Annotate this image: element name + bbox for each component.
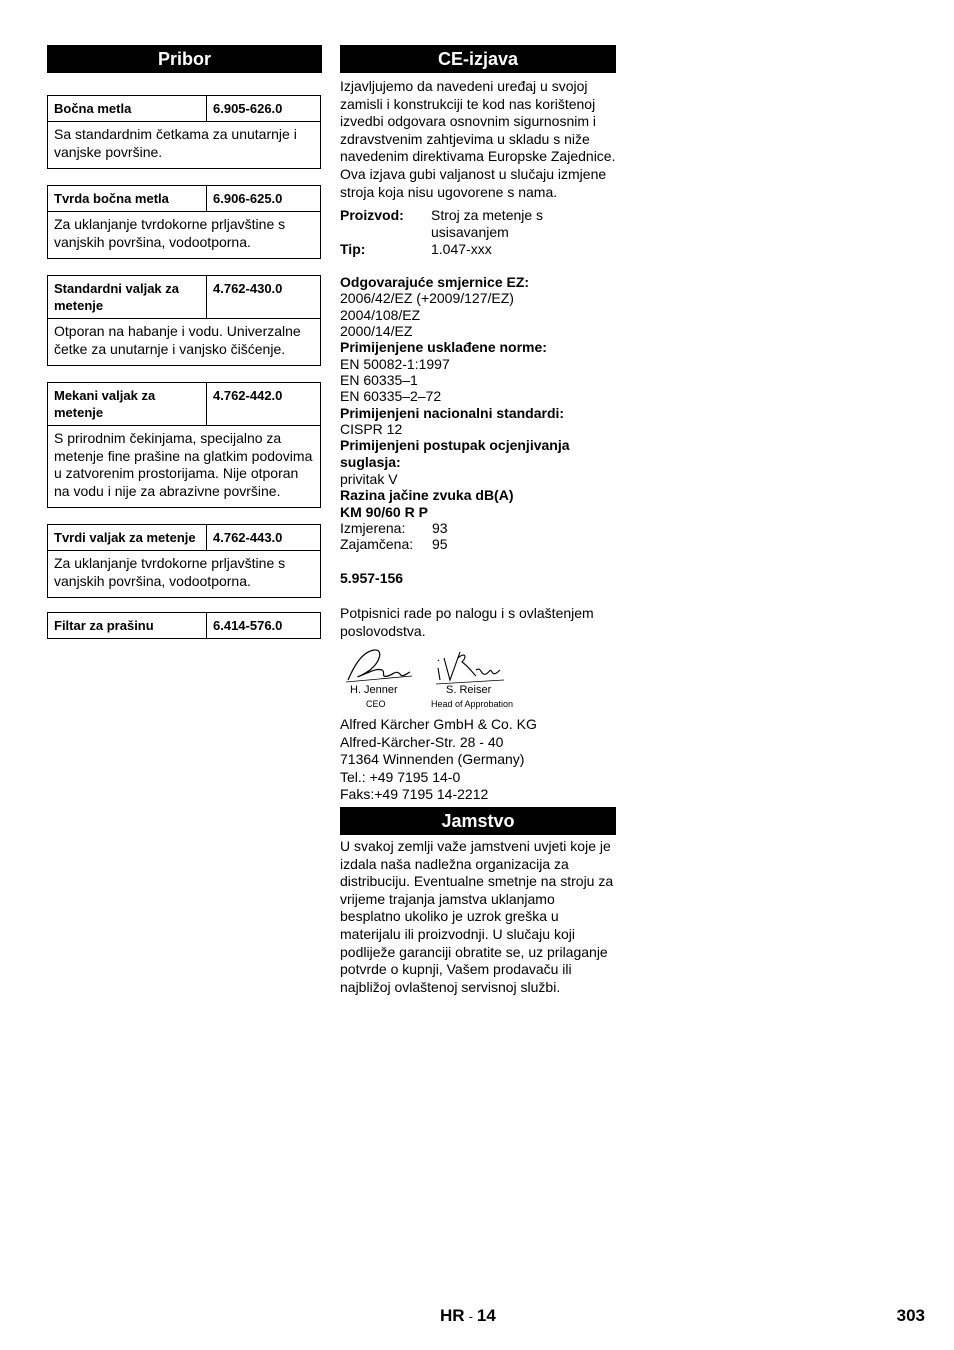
accessory-code: 6.906-625.0 <box>213 191 283 206</box>
accessory-header <box>48 276 320 319</box>
type-row <box>340 241 616 258</box>
footer-dash: - <box>468 1309 473 1324</box>
accessory-description: Otporan na habanje i vodu. Univerzalne četke za unutarnje i vanjsko čišćenje. <box>54 323 301 357</box>
product-value: Stroj za metenje s usisavanjem <box>431 207 544 241</box>
pribor-section <box>47 45 322 639</box>
accessory-item <box>47 95 321 169</box>
accessory-description: S prirodnim čekinjama, specijalno za metenje fine prašine na glatkim podovima u zatvorenim prostorijama. Nije otporan na vodu i nije za abrazivne površine. <box>54 430 313 499</box>
sound-model: KM 90/60 R P <box>340 503 428 520</box>
accessory-name: Mekani valjak za metenje <box>48 383 207 425</box>
signatures <box>340 646 616 710</box>
accessory-header <box>48 525 320 551</box>
accessory-code: 4.762-442.0 <box>213 388 283 403</box>
directive-item: 2004/108/EZ <box>340 306 421 323</box>
jamstvo-text: U svakoj zemlji važe jamstveni uvjeti koje je izdala naša nadležna organizacija za distribuciju. Eventualne smetnje na stroju za vrijeme trajanja jamstva uklanjamo besplatno ukoliko je uzrok greška u materijalu ili proizvodnji. U slučaju koji podliježe garanciji obratite se, uz prilaganje potvrde o kupnji, Vašem prodavaču ili najbližoj ovlaštenoj servisnoj službi. <box>340 838 614 995</box>
procedure-value: privitak V <box>340 471 398 488</box>
national-item: CISPR 12 <box>340 420 403 437</box>
address-line: Alfred Kärcher GmbH & Co. KG <box>340 716 537 733</box>
footer-lang: HR <box>440 1306 465 1325</box>
accessory-code: 4.762-430.0 <box>213 281 283 296</box>
accessory-item <box>47 524 321 598</box>
norm-item: EN 60335–1 <box>340 371 418 388</box>
measured-row <box>340 520 616 536</box>
signature-image <box>340 646 540 686</box>
type-value: 1.047-xxx <box>431 241 492 258</box>
accessory-item <box>47 185 321 259</box>
accessory-header <box>48 613 320 638</box>
norm-item: EN 50082-1:1997 <box>340 355 450 372</box>
page-number: 303 <box>896 1306 925 1325</box>
signers-text: Potpisnici rade po nalogu i s ovlaštenjem poslovodstva. <box>340 604 594 639</box>
signer1-role: CEO <box>366 699 386 710</box>
sound-label: Razina jačine zvuka dB(A) <box>340 487 514 504</box>
accessory-item <box>47 275 321 366</box>
address-line: Alfred-Kärcher-Str. 28 - 40 <box>340 733 504 750</box>
accessory-name: Filtar za prašinu <box>48 613 207 638</box>
national-label: Primijenjeni nacionalni standardi: <box>340 404 565 421</box>
guaranteed-label: Zajamčena: <box>340 536 414 553</box>
pribor-title: Pribor <box>47 45 322 73</box>
norm-item: EN 60335–2–72 <box>340 388 442 405</box>
ce-section <box>340 45 616 996</box>
accessory-header <box>48 186 320 212</box>
address-line: Faks:+49 7195 14-2212 <box>340 786 489 803</box>
norms-label: Primijenjene usklađene norme: <box>340 339 547 356</box>
address-line: Tel.: +49 7195 14-0 <box>340 768 461 785</box>
signer1-name: H. Jenner <box>350 684 398 697</box>
directives-block <box>340 274 616 552</box>
accessory-header <box>48 96 320 122</box>
accessory-code: 6.905-626.0 <box>213 101 283 116</box>
address-block <box>340 716 616 804</box>
accessory-code: 6.414-576.0 <box>213 618 283 633</box>
accessory-code: 4.762-443.0 <box>213 530 283 545</box>
ce-title: CE-izjava <box>340 45 616 73</box>
footer-section-page: 14 <box>476 1306 496 1325</box>
address-line: 71364 Winnenden (Germany) <box>340 751 525 768</box>
guaranteed-value: 95 <box>432 536 448 553</box>
guaranteed-row <box>340 536 616 552</box>
footer-section-label <box>440 1306 496 1326</box>
directive-item: 2006/42/EZ (+2009/127/EZ) <box>340 290 514 307</box>
accessory-name: Standardni valjak za metenje <box>48 276 207 318</box>
ce-intro: Izjavljujemo da navedeni uređaj u svojoj zamisli i konstrukciji te kod nas korištenoj izvedbi odgovara osnovnim sigurnosnim i zdravstvenim zahtjevima u skladu s niže navedenim direktivama Europske Zajednice. Ova izjava gubi valjanost u slučaju izmjene stroja koja nisu ugovorene s nama. <box>340 78 616 200</box>
type-label: Tip: <box>340 241 366 258</box>
accessory-item <box>47 612 321 639</box>
signer2-role: Head of Approbation <box>431 699 514 710</box>
measured-label: Izmjerena: <box>340 520 406 537</box>
accessory-description: Za uklanjanje tvrdokorne prljavštine s vanjskih površina, vodootporna. <box>54 555 286 589</box>
procedure-label: Primijenjeni postupak ocjenjivanja suglasja: <box>340 437 570 471</box>
directives-label: Odgovarajuće smjernice EZ: <box>340 274 530 291</box>
product-row <box>340 207 616 241</box>
signer2-name: S. Reiser <box>446 684 492 697</box>
accessory-name: Tvrdi valjak za metenje <box>48 525 207 550</box>
accessory-header <box>48 383 320 426</box>
accessory-item <box>47 382 321 508</box>
doc-number: 5.957-156 <box>340 569 404 586</box>
measured-value: 93 <box>432 520 448 537</box>
product-label: Proizvod: <box>340 207 404 224</box>
accessory-name: Tvrda bočna metla <box>48 186 207 211</box>
accessory-name: Bočna metla <box>48 96 207 121</box>
jamstvo-title: Jamstvo <box>340 807 616 835</box>
accessory-description: Za uklanjanje tvrdokorne prljavštine s vanjskih površina, vodootporna. <box>54 216 286 250</box>
directive-item: 2000/14/EZ <box>340 323 413 340</box>
accessory-description: Sa standardnim četkama za unutarnje i vanjske površine. <box>54 126 297 160</box>
